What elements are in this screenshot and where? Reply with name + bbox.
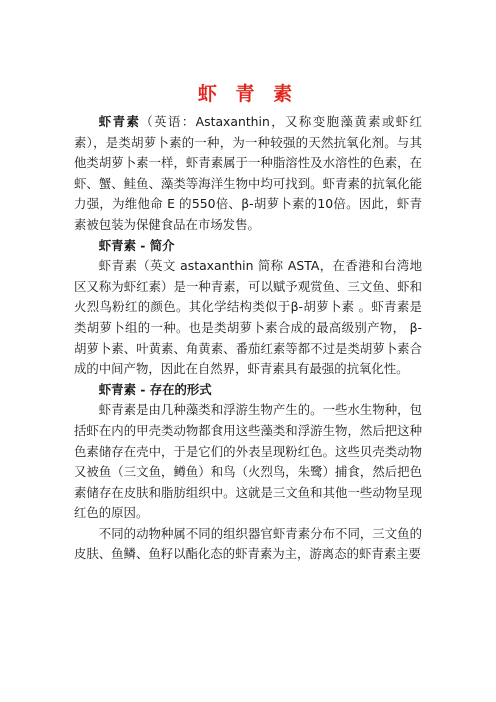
intro-lead-term: 虾青素: [98, 114, 141, 129]
page-title: 虾 青 素: [197, 83, 299, 105]
section-forms-paragraph-1: 虾青素是由几种藻类和浮游生物产生的。一些水生物种，包括虾在内的甲壳类动物都食用这些藻类和浮游生物，然后把这种色素储存在壳中，于是它们的外表呈现粉红色。这些贝壳类动物又被鱼（三文鱼，鳟鱼）和鸟（火烈鸟，朱鹭）捕食，然后把色素储存在皮肤和脂肪组织中。这就是三文鱼和其他一些动物呈现红色的原因。: [74, 402, 422, 521]
intro-text: （英语：Astaxanthin，又称变胞藻黄素或虾红素），是类胡萝卜素的一种，为一种较强的天然抗氧化剂。与其他类胡萝卜素一样，虾青素属于一种脂溶性及水溶性的色素，在虾、蟹、鲑鱼、藻类等海洋生物中均可找到。虾青素的抗氧化能力强，为维他命 E 的550倍、β-胡萝卜素的10倍。因此，虾青素被包装为保健食品在市场发售。: [74, 114, 423, 232]
intro-paragraph: [74, 112, 422, 236]
section-forms-paragraph-2: 不同的动物种属不同的组织器官虾青素分布不同，三文鱼的皮肤、鱼鳞、鱼籽以酯化态的虾青素为主，游离态的虾青素主要: [74, 525, 422, 562]
section-intro-paragraph: 虾青素（英文 astaxanthin 简称 ASTA，在香港和台湾地区又称为虾红素）是一种青素，可以赋予观赏鱼、三文鱼、虾和火烈鸟粉红的颜色。其化学结构类似于β-胡萝卜素 。虾青素是类胡萝卜组的一种。也是类胡萝卜素合成的最高级别产物， β-胡萝卜素、叶黄素、角黄素、番茄红素等都不过是类胡萝卜素合成的中间产物，因此在自然界，虾青素具有最强的抗氧化性。: [74, 258, 422, 377]
section-heading-forms: 虾青素 - 存在的形式: [98, 381, 212, 397]
section-heading-intro: 虾青素 - 简介: [98, 237, 175, 253]
